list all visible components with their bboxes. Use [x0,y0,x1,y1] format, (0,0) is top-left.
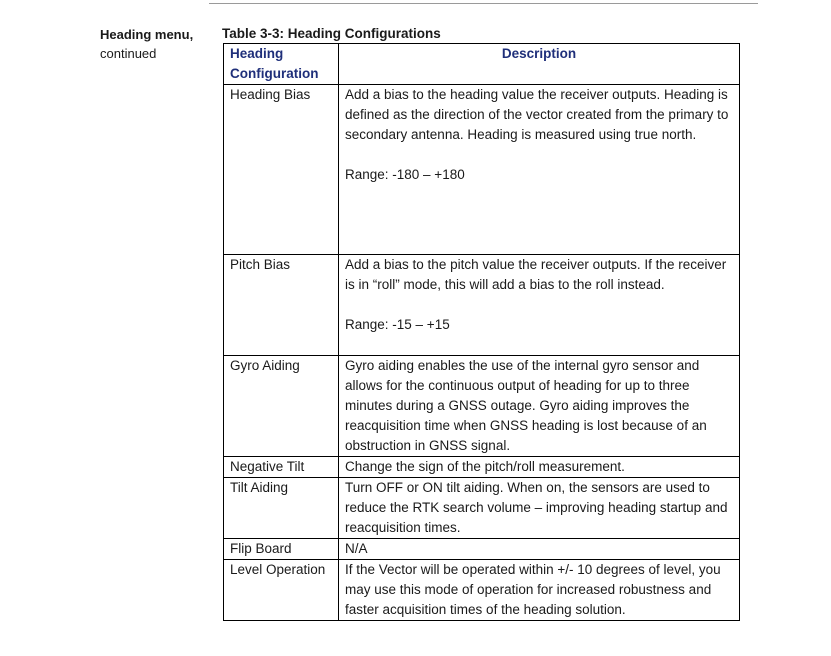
description-cell [339,255,740,356]
side-label-subtitle: continued [100,46,157,61]
table-caption: Table 3-3: Heading Configurations [222,26,441,41]
range-text: Range: -15 – +15 [345,317,450,332]
table-row [224,457,740,478]
description-text: Add a bias to the pitch value the receiver outputs. If the receiver is in “roll” mode, this will add a bias to the roll instead. [345,257,727,292]
description-cell: N/A [339,539,740,560]
description-cell: Change the sign of the pitch/roll measurement. [339,457,740,478]
top-rule [209,3,758,4]
range-text: Range: -180 – +180 [345,167,465,182]
config-cell: Negative Tilt [224,457,339,478]
config-cell: Pitch Bias [224,255,339,356]
side-label [100,25,210,63]
description-cell: Gyro aiding enables the use of the internal gyro sensor and allows for the continuous output of heading for up to three minutes during a GNSS outage. Gyro aiding improves the reacquisition time when GNSS heading is lost because of an obstruction in GNSS signal. [339,356,740,457]
table-row [224,560,740,621]
side-label-title: Heading menu, [100,27,194,42]
header-heading-configuration: Heading Configuration [224,44,339,85]
config-cell: Gyro Aiding [224,356,339,457]
table-row [224,356,740,457]
table-header-row [224,44,740,85]
table-row [224,85,740,255]
header-description: Description [339,44,740,85]
description-text: Add a bias to the heading value the receiver outputs. Heading is defined as the direction of the vector created from the primary to secondary antenna. Heading is measured using true north. [345,87,729,142]
config-cell: Flip Board [224,539,339,560]
heading-configurations-table [223,43,740,621]
table-row [224,478,740,539]
table-row [224,255,740,356]
config-cell: Tilt Aiding [224,478,339,539]
config-cell: Heading Bias [224,85,339,255]
description-cell: If the Vector will be operated within +/- 10 degrees of level, you may use this mode of operation for increased robustness and faster acquisition times of the heading solution. [339,560,740,621]
table-row [224,539,740,560]
config-cell: Level Operation [224,560,339,621]
description-cell [339,85,740,255]
description-cell: Turn OFF or ON tilt aiding. When on, the sensors are used to reduce the RTK search volume – improving heading startup and reacquisition times. [339,478,740,539]
